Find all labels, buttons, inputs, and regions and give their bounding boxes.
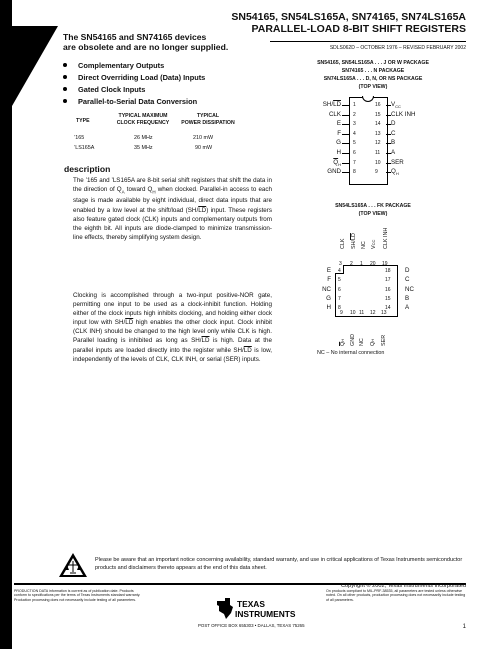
dip-pin-number-right: 16 (375, 102, 381, 108)
fk-right-pin-label: D (405, 267, 410, 274)
fk-top-pin-label: VCC (371, 239, 377, 249)
fk-left-pin-number: 8 (338, 305, 341, 312)
important-notice: Please be aware that an important notice concerning availability, standard warranty, and use in critical applications of Texas Instruments semiconductor products and disclaimers thereto appears at the end of this data sheet. (95, 557, 463, 571)
fk-bottom-pin-number: 10 (350, 310, 356, 316)
dip-pin-lead (386, 115, 391, 116)
dip-pin-lead (342, 153, 349, 154)
dip-pin-number-left: 7 (353, 159, 356, 166)
pkg1-line2: SN74165 . . . N PACKAGE (341, 68, 405, 74)
feature-item: Gated Clock Inputs (63, 85, 145, 94)
fk-right-pin-label: B (405, 294, 410, 302)
dip-pin-label-left: G (336, 139, 341, 147)
fk-right-pin-label: A (405, 304, 410, 312)
svg-text:INSTRUMENTS: INSTRUMENTS (235, 609, 296, 619)
dip-pin-number-left: 4 (353, 130, 356, 137)
dip-pin-number-left: 6 (353, 150, 356, 156)
table-header-power2: POWER DISSIPATION (181, 120, 235, 126)
fk-top-pin-label: CLK (340, 238, 346, 249)
dip-pin-lead (342, 124, 349, 125)
table-cell-type: ’165 (74, 135, 85, 141)
pkg1-line4: (TOP VIEW) (358, 84, 388, 90)
pkg2-line2: (TOP VIEW) (358, 211, 388, 217)
fk-bottom-pin-number: 11 (359, 310, 365, 316)
fk-left-pin-label: F (327, 276, 331, 284)
dip-pin-lead (386, 153, 391, 154)
fk-top-pin-number: 20 (370, 261, 376, 267)
fk-left-pin-number: 4 (338, 268, 341, 274)
fk-top-pin-number: 2 (350, 261, 353, 267)
fk-left-pin-number: 6 (338, 286, 341, 293)
table-header-freq2: CLOCK FREQUENCY (116, 120, 170, 126)
dip-pin-number-right: 13 (375, 130, 381, 137)
obsolete-notice-line1: The SN54165 and SN74165 devices (63, 32, 207, 42)
fk-bottom-pin-label: NC (359, 338, 365, 346)
texas-instruments-logo (215, 597, 296, 626)
dip-pin-label-left: $\overline{Q}_H$ (333, 158, 341, 167)
dip-pin-lead (386, 134, 391, 135)
fk-left-pin-number: 5 (338, 277, 341, 284)
fk-bottom-pin-number: 12 (370, 310, 376, 316)
dip-pin-label-left: E (336, 120, 341, 128)
dip-pin-label-right: B (391, 139, 396, 147)
dip-pin-label-right: SER (391, 158, 404, 166)
dip-pin-label-right: C (391, 129, 396, 137)
dip-pin-number-right: 14 (375, 121, 381, 128)
obsolete-notice-line2: are obsolete and are no longer supplied. (63, 42, 229, 52)
fk-right-pin-label: NC (405, 285, 414, 293)
table-cell-power: 210 mW (193, 135, 214, 141)
table-cell-freq: 26 MHz (134, 135, 153, 141)
page-number: 1 (462, 624, 466, 630)
table-cell-type: ’LS165A (74, 145, 95, 151)
description-paragraph-1: The ’165 and ’LS165A are 8-bit serial shift registers that shift the data in the direction of $Q_A$ toward $Q_H$ when clocked. Parallel-in access to each stage is made available by eight individual, direct data inputs that are enabled by a low level at the shift/load $(SH/\overline{LD})$ input. These registers also feature gated clock (CLK) inputs and complementary outputs from the eighth bit. All inputs are diode-clamped to minimize transmission-line effects, thereby simplifying system design. (73, 177, 273, 241)
feature-item: Direct Overriding Load (Data) Inputs (63, 73, 205, 82)
fk-bottom-pin-number: 9 (340, 310, 343, 316)
fk-left-pin-number: 7 (338, 295, 341, 302)
fk-right-pin-number: 18 (385, 268, 391, 274)
fk-bottom-pin-label: SER (381, 334, 387, 346)
dip-pin-lead (342, 115, 349, 116)
table-header-type: TYPE (76, 118, 90, 124)
fk-top-pin-number: 1 (360, 261, 363, 267)
dip-pin-lead (342, 134, 349, 135)
dip-pin-number-right: 12 (375, 140, 381, 147)
fk-left-pin-label: H (326, 304, 331, 312)
fk-right-pin-number: 14 (385, 305, 391, 312)
dip-pin-number-left: 3 (353, 121, 356, 128)
fk-bottom-pin-number: 13 (381, 310, 387, 316)
fk-left-pin-label: G (326, 294, 331, 302)
fk-top-pin-number: 19 (382, 261, 388, 267)
dip-pin-number-left: 1 (353, 102, 356, 108)
fk-top-pin-label: NC (361, 241, 367, 249)
fk-left-pin-label: E (326, 267, 331, 274)
feature-item: Complementary Outputs (63, 61, 164, 70)
post-office-address: POST OFFICE BOX 655303 • DALLAS, TEXAS 75265 (198, 623, 305, 628)
dip-pin-number-right: 11 (375, 150, 381, 156)
dip-pin-lead (342, 105, 349, 106)
mil-prf-note: On products compliant to MIL-PRF-38535, all parameters are tested unless otherwise noted. On all other products, production processing does not necessarily include testing of all parameters. (326, 589, 466, 602)
doc-title-line1: SN54165, SN54LS165A, SN74165, SN74LS165A (231, 11, 466, 23)
dip-pin-lead (386, 105, 391, 106)
dip-pin-label-right: $V_{CC}$ (391, 101, 401, 110)
fk-bottom-pin-label: QH (370, 338, 376, 346)
section-heading-description: description (64, 164, 111, 174)
production-data-note: PRODUCTION DATA information is current as of publication date. Products conform to specifications per the terms of Texas Instruments standard warranty. Production processing does not necessarily include testing of all parameters. (14, 589, 141, 602)
fk-left-pin-label: NC (322, 285, 331, 293)
pkg1-line1: SN54165, SN54LS165A . . . J OR W PACKAGE (317, 60, 429, 66)
dip-pin-lead (386, 124, 391, 125)
dip-pin-lead (386, 163, 391, 164)
fk-bottom-pin-label: $\overline{Q}H$ (340, 338, 346, 346)
pkg2-line1: SN54LS165A . . . FK PACKAGE (335, 203, 411, 209)
table-cell-power: 90 mW (195, 145, 213, 151)
feature-item: Parallel-to-Serial Data Conversion (63, 97, 197, 106)
warning-triangle-icon (58, 552, 88, 583)
dip-pin-lead (386, 143, 391, 144)
fk-top-pin-label: $SH/\overline{LD}$ (351, 233, 357, 249)
table-header-freq1: TYPICAL MAXIMUM (118, 113, 168, 119)
dip-pin-number-right: 9 (375, 169, 378, 176)
dip-pin-label-right: $Q_H$ (391, 168, 399, 177)
dip-pin-label-right: CLK INH (391, 110, 416, 118)
svg-text:TEXAS: TEXAS (237, 599, 265, 609)
dip-pin-label-left: GND (327, 168, 341, 176)
fk-bottom-pin-label: GND (350, 334, 356, 346)
doc-reference: SDLS062D – OCTOBER 1976 – REVISED FEBRUARY 2002 (329, 45, 466, 51)
dip-pin-lead (342, 143, 349, 144)
fk-top-pin-number: 3 (339, 261, 342, 267)
dip-pin-label-left: F (337, 129, 341, 137)
dip-pin-number-left: 2 (353, 111, 356, 118)
header-wedge (12, 26, 58, 106)
nc-note: NC – No internal connection (317, 350, 385, 356)
dip-pin-label-right: A (391, 149, 396, 156)
dip-pin-number-left: 5 (353, 140, 356, 147)
dip-pin-lead (386, 172, 391, 173)
title-rule (270, 41, 466, 42)
dip-pin-lead (342, 163, 349, 164)
dip-pin-number-right: 10 (375, 159, 381, 166)
fk-right-pin-number: 16 (385, 286, 391, 293)
dip-pin-lead (342, 172, 349, 173)
description-paragraph-2: Clocking is accomplished through a two-input positive-NOR gate, permitting one input to be used as a clock-inhibit function. Holding either of the clock inputs high inhibits clocking, and holding either clock input low with $SH/\overline{LD}$ high enables the other clock input. Clock inhibit (CLK INH) should be changed to the high level only while CLK is high. Parallel loading is inhibited as long as $SH/\overline{LD}$ is high. Data at the parallel inputs are loaded directly into the register while $SH/\overline{LD}$ is low, independently of the levels of CLK, CLK INH, or serial (SER) inputs. (73, 292, 272, 363)
dip-pin-label-left: H (336, 149, 341, 156)
doc-title-line2: PARALLEL-LOAD 8-BIT SHIFT REGISTERS (251, 23, 466, 35)
dip-pin-label-right: D (391, 120, 396, 128)
dip-pin-number-left: 8 (353, 169, 356, 176)
copyright: Copyright © 2002, Texas Instruments Incorporated (341, 583, 466, 589)
pkg1-line3: SN74LS165A . . . D, N, OR NS PACKAGE (323, 76, 423, 82)
dip-pin-label-left: CLK (328, 110, 341, 118)
left-black-bar (0, 0, 12, 649)
table-header-power1: TYPICAL (196, 113, 220, 119)
dip-pin-label-left: $SH/\overline{LD}$ (322, 101, 341, 108)
fk-right-pin-number: 15 (385, 295, 391, 302)
fk-right-pin-number: 17 (385, 277, 391, 284)
fk-right-pin-label: C (405, 276, 410, 284)
fk-top-pin-label: CLK INH (383, 227, 389, 249)
table-cell-freq: 35 MHz (134, 145, 153, 151)
dip-pin-number-right: 15 (375, 111, 381, 118)
